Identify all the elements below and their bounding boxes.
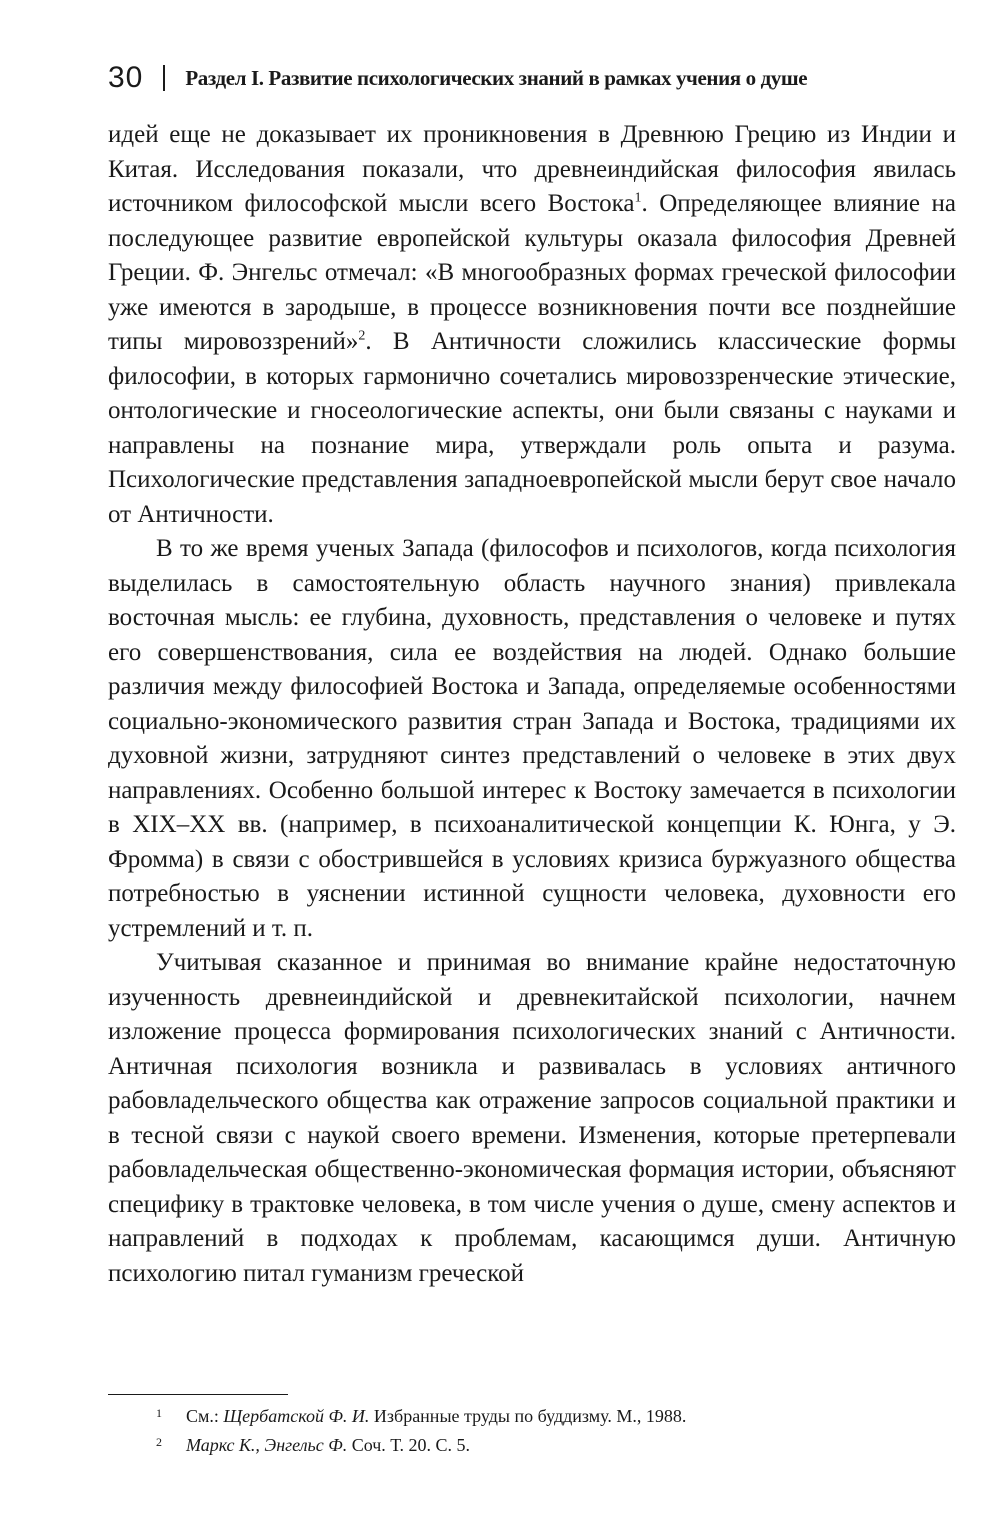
paragraph-1-part-b: . Определяющее влияние на последующее развитие европейской культуры оказала философия Древней Греции. Ф. Энгельс отмечал: «В многообразных формах греческой философии уже имеются в зародыше, в процессе возникновения почти все позднейшие типы мировоззрений» [108, 190, 956, 355]
running-header [108, 58, 928, 98]
footnote-ref-2[interactable]: 2 [358, 328, 366, 344]
footnote-1-mark: 1 [156, 1406, 162, 1420]
paragraph-2: В то же время ученых Запада (философов и психологов, когда психология выделилась в самостоятельную область научного знания) привлекала восточная мысль: ее глубина, духовность, представления о человеке и путях его совершенствования, сила ее воздействия на людей. Однако большие различия между философией Востока и Запада, определяемые особенностями социально-экономического развития стран Запада и Востока, традициями их духовной жизни, затрудняют синтез представлений о человеке в этих двух направлениях. Особенно большой интерес к Востоку замечается в психологии в XIX–XX вв. (например, в психоаналитической концепции К. Юнга, у Э. Фромма) в связи с обострившейся в условиях кризиса буржуазного общества потребностью в уяснении истинной сущности человека, духовности его устремлений и т. п. [108, 535, 956, 942]
footnote-2-author: Маркс К., Энгельс Ф. [186, 1435, 348, 1455]
paragraph-1 [108, 118, 956, 532]
footnote-1 [108, 1402, 956, 1431]
page-number: 30 [108, 61, 144, 94]
paragraph-1-part-c: . В Античности сложились классические формы философии, в которых гармонично сочетались мировоззренческие этические, онтологические и гносеологические аспекты, они были связаны с науками и направлены на познание мира, утверждали роль опыта и разума. Психологические представления западноевропейской мысли берут свое начало от Античности. [108, 328, 957, 528]
footnotes [108, 1402, 956, 1460]
footnote-2-text: Соч. Т. 20. С. 5. [347, 1435, 470, 1455]
footnote-divider [108, 1394, 288, 1395]
paragraph-3: Учитывая сказанное и принимая во внимание крайне недостаточную изученность древнеиндийской и древнекитайской психологии, начнем изложение процесса формирования психологических знаний с Античности. Античная психология возникла и развивалась в условиях античного рабовладельческого общества как отражение запросов социальной практики и в тесной связи с наукой своего времени. Изменения, которые претерпевали рабовладельческая общественно-экономическая формация истории, объясняют специфику в трактовке человека, в том числе учения о душе, смену аспектов и направлений в подходах к проблемам, касающимся души. Античную психологию питал гуманизм греческой [108, 949, 956, 1287]
paragraph-1-part-a: идей еще не доказывает их проникновения в Древнюю Грецию из Индии и Китая. Исследования показали, что древнеиндийская философия явилась источником философской мысли всего Востока [108, 121, 956, 217]
footnote-1-prefix: См.: [186, 1406, 224, 1426]
section-title: Раздел I. Развитие психологических знаний в рамках учения о душе [185, 65, 808, 90]
footnote-ref-1[interactable]: 1 [634, 190, 642, 206]
footnote-2-mark: 2 [156, 1435, 162, 1449]
footnote-2 [108, 1431, 956, 1460]
footnote-1-author: Щербатской Ф. И. [223, 1406, 370, 1426]
header-separator [163, 65, 165, 91]
footnote-1-text: Избранные труды по буддизму. М., 1988. [369, 1406, 687, 1426]
main-text [108, 118, 956, 1291]
